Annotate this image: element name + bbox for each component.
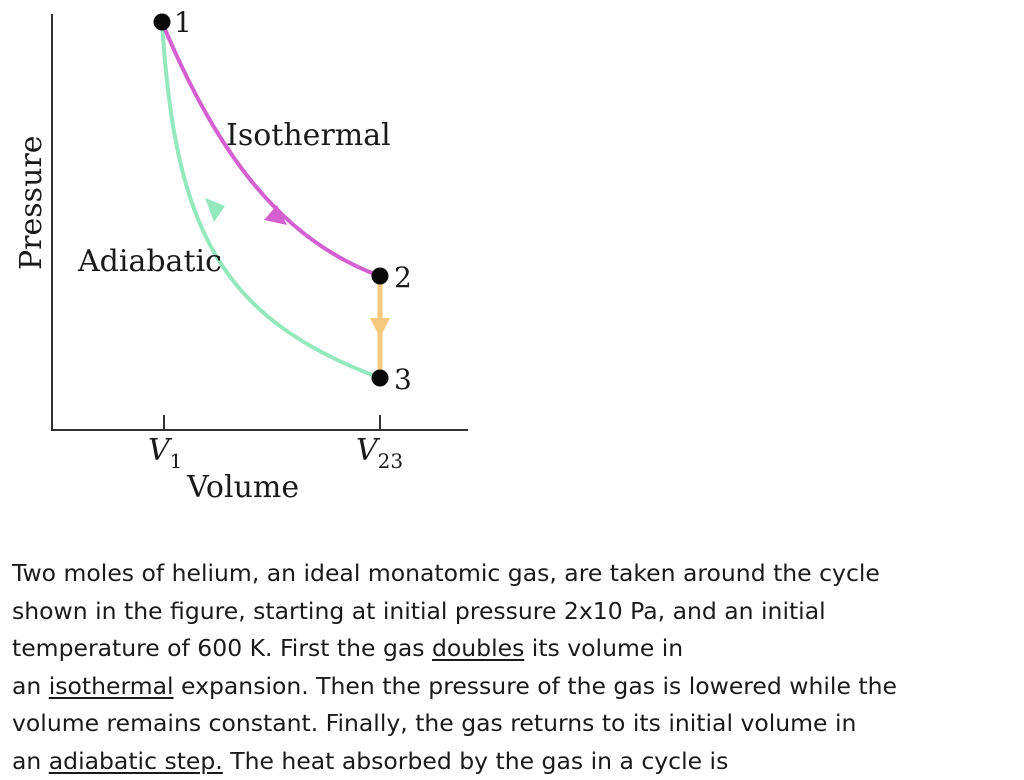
problem-statement bbox=[12, 555, 1012, 780]
problem-line-3-text-a: temperature of 600 K. First the gas bbox=[12, 634, 432, 662]
point-label-1: 1 bbox=[174, 6, 192, 39]
problem-line-6 bbox=[12, 743, 1012, 780]
state-point-1 bbox=[154, 14, 171, 31]
point-label-2: 2 bbox=[394, 261, 412, 294]
problem-line-4-text-a: an bbox=[12, 672, 49, 700]
problem-line-4 bbox=[12, 668, 1012, 706]
problem-line-4-text-b: expansion. Then the pressure of the gas is lowered while the bbox=[174, 672, 897, 700]
adiabatic-label: Adiabatic bbox=[77, 244, 222, 279]
adiabatic-arrow-icon bbox=[205, 198, 225, 222]
adiabatic-curve bbox=[162, 22, 380, 378]
state-point-3 bbox=[372, 370, 389, 387]
problem-line-6-text-b: The heat absorbed by the gas in a cycle is bbox=[223, 747, 729, 775]
tick-label-v23: $V_{23}$ bbox=[356, 433, 403, 473]
pv-diagram bbox=[0, 0, 520, 520]
problem-line-1: Two moles of helium, an ideal monatomic gas, are taken around the cycle bbox=[12, 555, 1012, 593]
x-axis-label: Volume bbox=[186, 470, 299, 505]
problem-line-3 bbox=[12, 630, 1012, 668]
state-point-2 bbox=[372, 268, 389, 285]
doubles-link[interactable]: doubles bbox=[432, 634, 524, 662]
problem-line-6-text-a: an bbox=[12, 747, 49, 775]
point-label-3: 3 bbox=[394, 363, 412, 396]
adiabatic-step-link[interactable]: adiabatic step. bbox=[49, 747, 223, 775]
y-axis-label: Pressure bbox=[14, 136, 49, 271]
problem-line-2: shown in the figure, starting at initial pressure 2x10 Pa, and an initial bbox=[12, 593, 1012, 631]
isothermal-link[interactable]: isothermal bbox=[49, 672, 174, 700]
isothermal-label: Isothermal bbox=[226, 118, 391, 153]
problem-line-5: volume remains constant. Finally, the gas returns to its initial volume in bbox=[12, 705, 1012, 743]
isochoric-arrow-icon bbox=[370, 318, 390, 338]
tick-label-v1: $V_1$ bbox=[148, 433, 182, 473]
problem-line-3-text-b: its volume in bbox=[524, 634, 683, 662]
